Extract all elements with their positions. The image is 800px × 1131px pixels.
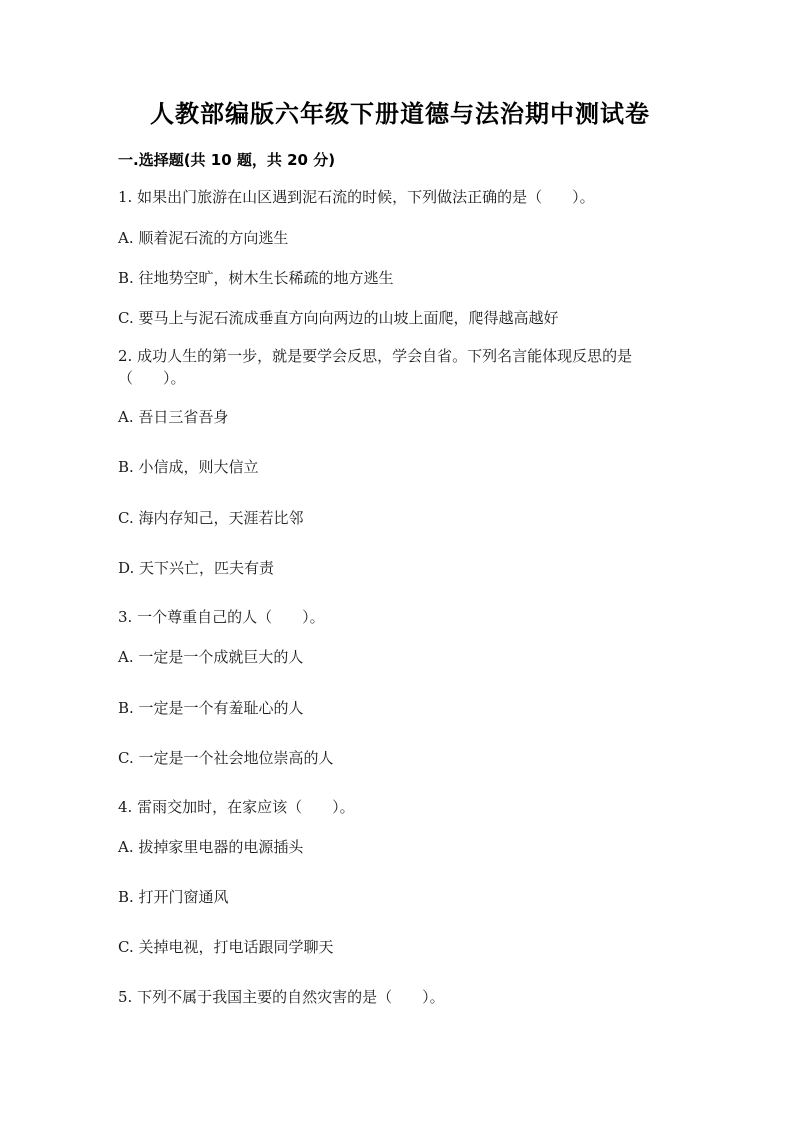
question-1-option-b: B. 往地势空旷，树木生长稀疏的地方逃生 [118,269,394,287]
question-2-option-d: D. 天下兴亡，匹夫有责 [118,559,275,577]
question-3-stem: 3. 一个尊重自己的人（ ）。 [118,608,325,626]
question-3-option-c: C. 一定是一个社会地位崇高的人 [118,749,334,767]
question-1-stem: 1. 如果出门旅游在山区遇到泥石流的时候，下列做法正确的是（ ）。 [118,188,595,206]
question-4-option-b: B. 打开门窗通风 [118,888,229,906]
question-1-option-c: C. 要马上与泥石流成垂直方向向两边的山坡上面爬，爬得越高越好 [118,309,559,327]
question-3-option-a: A. 一定是一个成就巨大的人 [118,648,304,666]
question-5-stem: 5. 下列不属于我国主要的自然灾害的是（ ）。 [118,988,445,1006]
question-2-stem-line2: （ ）。 [118,369,186,387]
question-3-option-b: B. 一定是一个有羞耻心的人 [118,699,304,717]
question-2-option-c: C. 海内存知己，天涯若比邻 [118,509,304,527]
question-1-option-a: A. 顺着泥石流的方向逃生 [118,229,289,247]
question-4-stem: 4. 雷雨交加时，在家应该（ ）。 [118,798,355,816]
question-4-option-a: A. 拔掉家里电器的电源插头 [118,838,304,856]
section-heading: 一.选择题(共 10 题，共 20 分) [118,151,336,169]
question-4-option-c: C. 关掉电视，打电话跟同学聊天 [118,938,334,956]
question-2-option-a: A. 吾日三省吾身 [118,408,229,426]
question-2-option-b: B. 小信成，则大信立 [118,458,259,476]
question-2-stem-line1: 2. 成功人生的第一步，就是要学会反思，学会自省。下列名言能体现反思的是 [118,347,633,365]
page-title: 人教部编版六年级下册道德与法治期中测试卷 [150,100,650,128]
